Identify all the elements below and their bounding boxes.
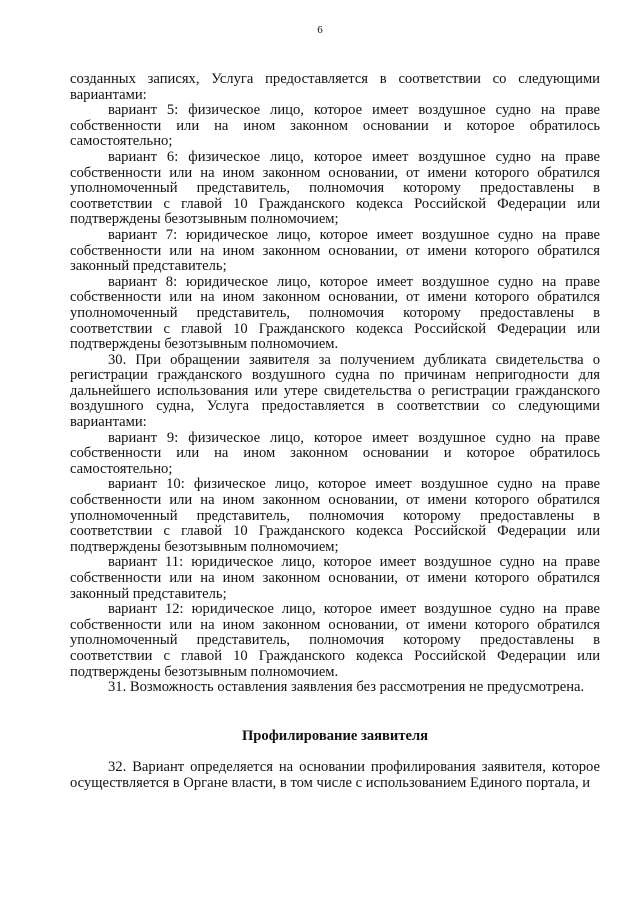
- clause-30: 30. При обращении заявителя за получением дубликата свидетельства о регистрации гражданского воздушного судна по причинам непригодности для дальнейшего использования или утере свидетельства о регистрации гражданского воздушного судна, Услуга предоставляется в соответствии со следующими вариантами:: [70, 351, 600, 431]
- clause-32: 32. Вариант определяется на основании профилирования заявителя, которое осуществляется в Органе власти, в том числе с использованием Единого портала, и: [70, 759, 600, 791]
- variant-12: вариант 12: юридическое лицо, которое имеет воздушное судно на праве собственности или на ином законном основании, от имени которого обратился уполномоченный представитель, полномочия которому предоставлены в соответствии с главой 10 Гражданского кодекса Российской Федерации или подтверждены безотзывным полномочием.: [70, 601, 600, 680]
- document-body: [70, 72, 600, 792]
- page-number: 6: [317, 24, 323, 36]
- variant-5: вариант 5: физическое лицо, которое имеет воздушное судно на праве собственности или на ином законном основании и которое обратилось самостоятельно;: [70, 102, 600, 150]
- variant-11: вариант 11: юридическое лицо, которое имеет воздушное судно на праве собственности или на ином законном основании, от имени которого обратился законный представитель;: [70, 554, 600, 602]
- variant-9: вариант 9: физическое лицо, которое имеет воздушное судно на праве собственности или на ином законном основании и которое обратилось самостоятельно;: [70, 429, 600, 477]
- variant-10: вариант 10: физическое лицо, которое имеет воздушное судно на праве собственности или на ином законном основании, от имени которого обратился уполномоченный представитель, полномочия которому предоставлены в соответствии с главой 10 Гражданского кодекса Российской Федерации или подтверждены безотзывным полномочием;: [70, 476, 600, 555]
- clause-31: 31. Возможность оставления заявления без рассмотрения не предусмотрена.: [108, 679, 585, 696]
- paragraph-options-intro: созданных записях, Услуга предоставляется в соответствии со следующими вариантами:: [70, 71, 600, 103]
- variant-6: вариант 6: физическое лицо, которое имеет воздушное судно на праве собственности или на ином законном основании, от имени которого обратился уполномоченный представитель, полномочия которому предоставлены в соответствии с главой 10 Гражданского кодекса Российской Федерации или подтверждены безотзывным полномочием;: [70, 148, 600, 228]
- section-heading: Профилирование заявителя: [241, 727, 429, 744]
- variant-7: вариант 7: юридическое лицо, которое имеет воздушное судно на праве собственности или на ином законном основании, от имени которого обратился законный представитель;: [70, 226, 600, 275]
- variant-8: вариант 8: юридическое лицо, которое имеет воздушное судно на праве собственности или на ином законном основании, от имени которого обратился уполномоченный представитель, полномочия которому предоставлены в соответствии с главой 10 Гражданского кодекса Российской Федерации или подтверждены безотзывным полномочием.: [70, 273, 600, 353]
